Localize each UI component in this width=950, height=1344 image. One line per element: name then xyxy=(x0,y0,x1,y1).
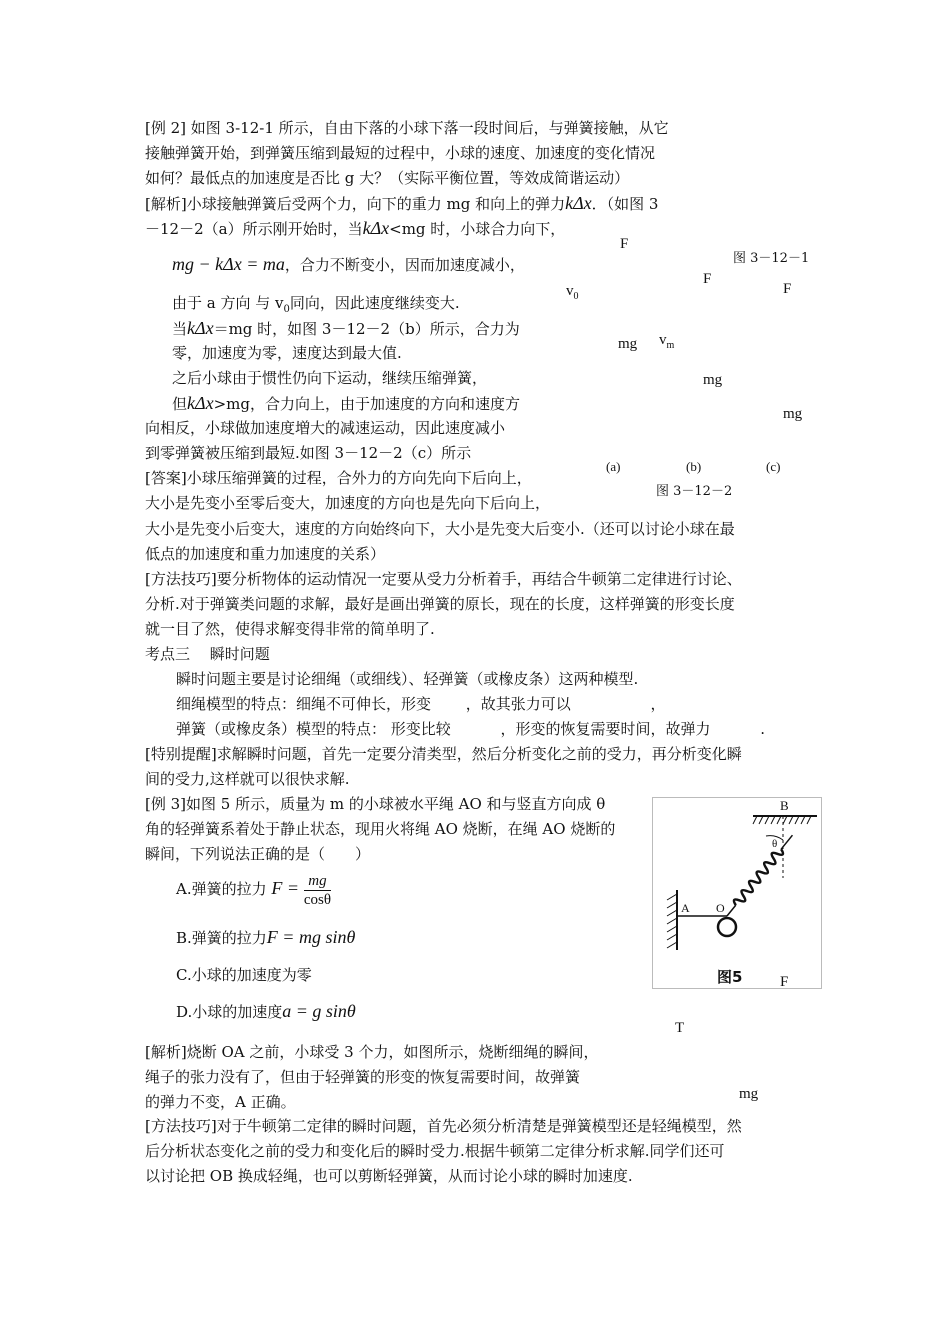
fig312-label-vm: $v_m$ xyxy=(659,332,675,351)
section3-reminder2: 间的受力,这样就可以很快求解. xyxy=(145,770,350,788)
tips3-line1: [方法技巧]对于牛顿第二定律的瞬时问题，首先必须分析清楚是弹簧模型还是轻绳模型，然 xyxy=(145,1117,742,1135)
fig5-force-mg: mg xyxy=(739,1086,759,1102)
example3-line3: 瞬间，下列说法正确的是（ ） xyxy=(145,845,371,863)
wall-hatch xyxy=(667,894,677,948)
option-c: C.小球的加速度为零 xyxy=(176,966,312,984)
example3-line1: [例 3]如图 5 所示，质量为 m 的小球被水平绳 AO 和与竖直方向成 θ xyxy=(145,795,606,813)
answer2-line3: 大小是先变小后变大，速度的方向始终向下，大小是先变大后变小.（还可以讨论小球在最 xyxy=(145,520,735,538)
analysis3-line1: [解析]烧断 OA 之前，小球受 3 个力，如图所示，烧断细绳的瞬间， xyxy=(145,1043,599,1061)
fig5-label-o: O xyxy=(716,901,725,915)
fig312-caption-2: 图 3－12－2 xyxy=(656,484,733,499)
answer2-line2: 大小是先变小至零后变大，加速度的方向也是先向下后向上， xyxy=(145,494,551,512)
analysis2-line2: －12－2（a）所示刚开始时，当kΔx<mg 时，小球合力向下， xyxy=(145,218,566,238)
analysis2-line8: 但kΔx>mg，合力向上，由于加速度的方向和速度方 xyxy=(172,393,520,413)
analysis2-line4: 由于 a 方向 与 $v_0$同向，因此速度继续变大. xyxy=(172,294,460,315)
analysis2-equation: mg − kΔx = ma，合力不断变小，因而加速度减小， xyxy=(172,254,525,274)
tips2-line1: [方法技巧]要分析物体的运动情况一定要从受力分析着手，再结合牛顿第二定律进行讨论、 xyxy=(145,570,742,588)
fig312-caption-1: 图 3－12－1 xyxy=(733,251,810,266)
fig5-caption: 图5 xyxy=(717,968,743,986)
analysis2-line9: 向相反，小球做加速度増大的减速运动，因此速度减小 xyxy=(145,419,506,437)
section3-p3: 弹簧（或橡皮条）模型的特点： 形变比较 ，形变的恢复需要时间，故弹力 . xyxy=(176,720,766,738)
option-d: D.小球的加速度a = g sinθ xyxy=(176,1001,356,1021)
fig312-sub-a: (a) xyxy=(606,459,621,474)
fig312-sub-c: (c) xyxy=(766,459,781,474)
fig5-force-f: F xyxy=(780,974,789,990)
analysis2-line6: 零，加速度为零，速度达到最大值. xyxy=(172,344,402,362)
option-b: B.弹簧的拉力F = mg sinθ xyxy=(176,927,356,947)
figure-5 xyxy=(652,797,822,989)
analysis2-line7: 之后小球由于惯性仍向下运动，继续压缩弹簧， xyxy=(172,369,488,387)
analysis2-line1: [解析]小球接触弹簧后受两个力，向下的重力 mg 和向上的弹力kΔx．（如图 3 xyxy=(145,193,659,213)
tips3-line2: 后分析状态变化之前的受力和变化后的瞬时受力.根据牛顿第二定律分析求解.同学们还可 xyxy=(145,1142,725,1160)
example2-line3: 如何？最低点的加速度是否比 g 大？（实际平衡位置，等效成简谐运动） xyxy=(145,169,630,187)
example2-line2: 接触弹簧开始，到弹簧压缩到最短的过程中，小球的速度、加速度的变化情况 xyxy=(145,144,656,162)
section3-reminder1: [特别提醒]求解瞬时问题，首先一定要分清类型，然后分析变化之前的受力，再分析变化瞬 xyxy=(145,745,742,763)
section3-heading: 考点三 瞬时问题 xyxy=(145,645,270,663)
fig312-sub-b: (b) xyxy=(686,459,702,474)
fig312-label-f1: F xyxy=(620,236,629,252)
analysis2-line10: 到零弹簧被压缩到最短.如图 3－12－2（c）所示 xyxy=(145,444,472,462)
fig5-label-a: A xyxy=(681,901,690,915)
fig312-label-mg-c: mg xyxy=(783,406,803,422)
fig5-force-t: T xyxy=(675,1020,685,1036)
fig312-label-f2: F xyxy=(703,271,712,287)
section3-p1: 瞬时问题主要是讨论细绳（或细线）、轻弹簧（或橡皮条）这两种模型. xyxy=(176,670,639,688)
ball xyxy=(718,918,736,936)
tips3-line3: 以讨论把 OB 换成轻绳，也可以剪断轻弹簧，从而讨论小球的瞬时加速度. xyxy=(145,1167,633,1185)
fig5-label-b: B xyxy=(780,798,789,813)
answer2-line4: 低点的加速度和重力加速度的关系） xyxy=(145,545,386,563)
fig312-label-f3: F xyxy=(783,281,792,297)
analysis2-line5: 当kΔx＝mg 时，如图 3－12－2（b）所示，合力为 xyxy=(172,318,520,338)
ceiling-hatch xyxy=(753,816,811,824)
analysis3-line2: 绳子的张力没有了，但由于轻弹簧的形变的恢复需要时间，故弹簧 xyxy=(145,1068,581,1086)
fig312-label-mg-a: mg xyxy=(618,336,638,352)
example3-line2: 角的轻弹簧系着处于静止状态，现用火将绳 AO 烧断，在绳 AO 烧断的 xyxy=(145,820,616,838)
option-a-fraction: $\frac{mg}{\cos\theta}$ xyxy=(303,872,332,908)
example2-line1: [例 2] 如图 3-12-1 所示，自由下落的小球下落一段时间后，与弹簧接触，从它 xyxy=(145,119,669,137)
figure-5-drawing xyxy=(653,798,821,988)
fig312-label-mg-b: mg xyxy=(703,372,723,388)
spring xyxy=(724,832,796,918)
section3-p2: 细绳模型的特点：细绳不可伸长，形变 ，故其张力可以 ， xyxy=(176,695,666,713)
analysis3-line3: 的弹力不变，A 正确。 xyxy=(145,1093,296,1111)
tips2-line3: 就一目了然，使得求解变得非常的简单明了. xyxy=(145,620,435,638)
tips2-line2: 分析.对于弹簧类问题的求解，最好是画出弹簧的原长，现在的长度，这样弹簧的形变长度 xyxy=(145,595,735,613)
fig5-label-theta: θ xyxy=(772,838,778,850)
fig312-label-v0: $v_0$ xyxy=(566,283,579,302)
answer2-line1: [答案]小球压缩弹簧的过程，合外力的方向先向下后向上， xyxy=(145,469,532,487)
option-a: A.弹簧的拉力 F = $\frac{mg}{\cos\theta}$ xyxy=(176,872,332,908)
